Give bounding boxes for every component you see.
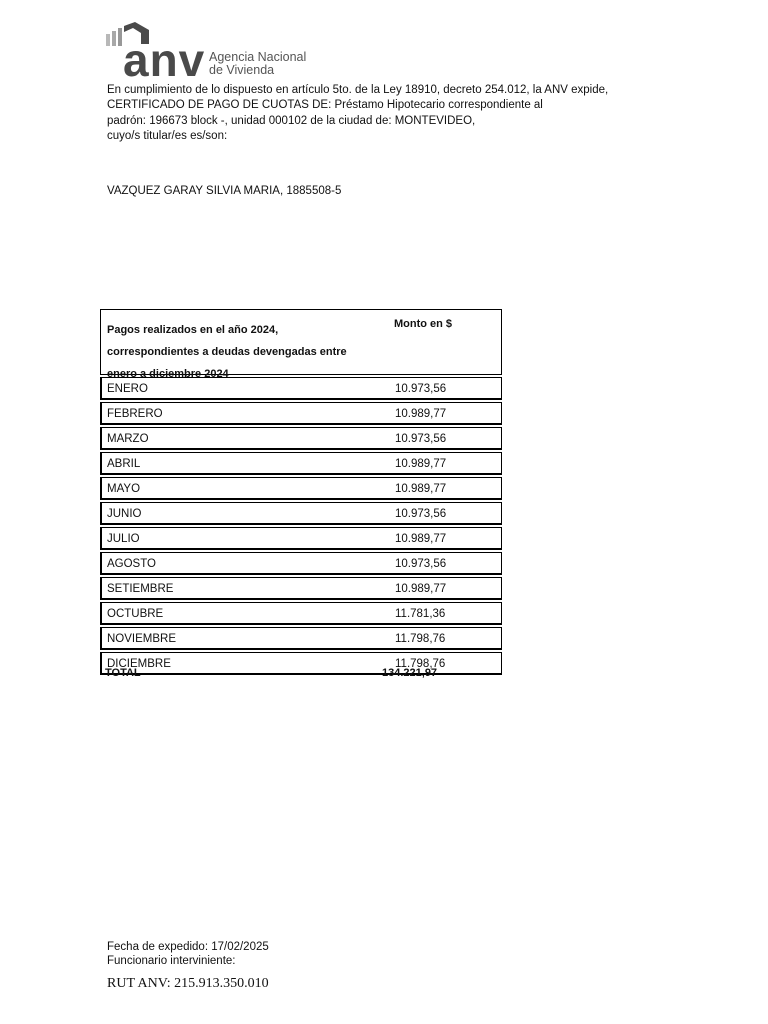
header-line: correspondientes a deudas devengadas entre — [107, 346, 347, 358]
total-label: TOTAL — [105, 667, 141, 679]
amount-cell: 10.973,56 — [395, 433, 447, 445]
intro-line: En cumplimiento de lo dispuesto en artículo 5to. de la Ley 18910, decreto 254.012, la ANV expide, — [107, 84, 609, 96]
intro-line: cuyo/s titular/es es/son: — [107, 129, 228, 142]
month-cell: JULIO — [107, 533, 140, 545]
footer — [107, 940, 269, 968]
table-row — [100, 402, 502, 425]
rut-number: RUT ANV: 215.913.350.010 — [107, 976, 269, 991]
payments-table — [100, 309, 502, 675]
amount-cell: 11.781,36 — [395, 608, 446, 620]
agency-line-1: Agencia Nacional — [209, 50, 307, 64]
table-row — [100, 452, 502, 475]
agency-line-2: de Vivienda — [209, 63, 275, 77]
logo-agency-name — [209, 51, 306, 77]
month-cell: DICIEMBRE — [107, 658, 171, 670]
header-amount: Monto en $ — [394, 318, 453, 330]
table-row — [100, 602, 502, 625]
logo-wordmark: anv — [123, 34, 206, 86]
intro-line: CERTIFICADO DE PAGO DE CUOTAS DE: Préstamo Hipotecario correspondiente al — [107, 99, 543, 112]
amount-cell: 10.989,77 — [395, 458, 447, 470]
month-cell: FEBRERO — [107, 408, 163, 420]
table-row — [100, 477, 502, 500]
amount-cell: 10.973,56 — [395, 508, 447, 520]
intro-line: padrón: 196673 block -, unidad 000102 de la ciudad de: MONTEVIDEO, — [107, 114, 476, 127]
official-label: Funcionario interviniente: — [107, 955, 236, 967]
amount-cell: 10.989,77 — [395, 408, 447, 420]
amount-cell: 11.798,76 — [395, 658, 446, 670]
header-description — [107, 319, 377, 385]
table-row — [100, 577, 502, 600]
amount-cell: 11.798,76 — [395, 633, 446, 645]
month-cell: MAYO — [107, 483, 141, 495]
amount-cell: 10.989,77 — [395, 483, 447, 495]
table-row — [100, 527, 502, 550]
amount-cell: 10.973,56 — [395, 558, 447, 570]
table-row — [100, 652, 502, 675]
anv-logo — [105, 22, 307, 86]
table-row — [100, 377, 502, 400]
month-cell: MARZO — [107, 433, 149, 445]
month-cell: ENERO — [107, 383, 148, 395]
table-row — [100, 427, 502, 450]
header-line: enero a diciembre 2024 — [107, 368, 229, 380]
month-cell: OCTUBRE — [107, 608, 164, 620]
month-cell: SETIEMBRE — [107, 583, 174, 595]
table-row — [100, 552, 502, 575]
month-cell: JUNIO — [107, 508, 142, 520]
month-cell: NOVIEMBRE — [107, 633, 177, 645]
total-value: 134.221,97 — [382, 667, 438, 679]
amount-cell: 10.989,77 — [395, 533, 447, 545]
table-row — [100, 502, 502, 525]
amount-cell: 10.989,77 — [395, 583, 447, 595]
month-cell: AGOSTO — [107, 558, 156, 570]
table-row — [100, 627, 502, 650]
amount-cell: 10.973,56 — [395, 383, 447, 395]
holder-name: VAZQUEZ GARAY SILVIA MARIA, 1885508-5 — [107, 185, 342, 197]
table-header — [100, 309, 502, 380]
month-cell: ABRIL — [107, 458, 141, 470]
issue-date: Fecha de expedido: 17/02/2025 — [107, 941, 269, 953]
header-line: Pagos realizados en el año 2024, — [107, 324, 279, 336]
intro-paragraph — [107, 83, 667, 144]
table-body — [100, 377, 502, 675]
